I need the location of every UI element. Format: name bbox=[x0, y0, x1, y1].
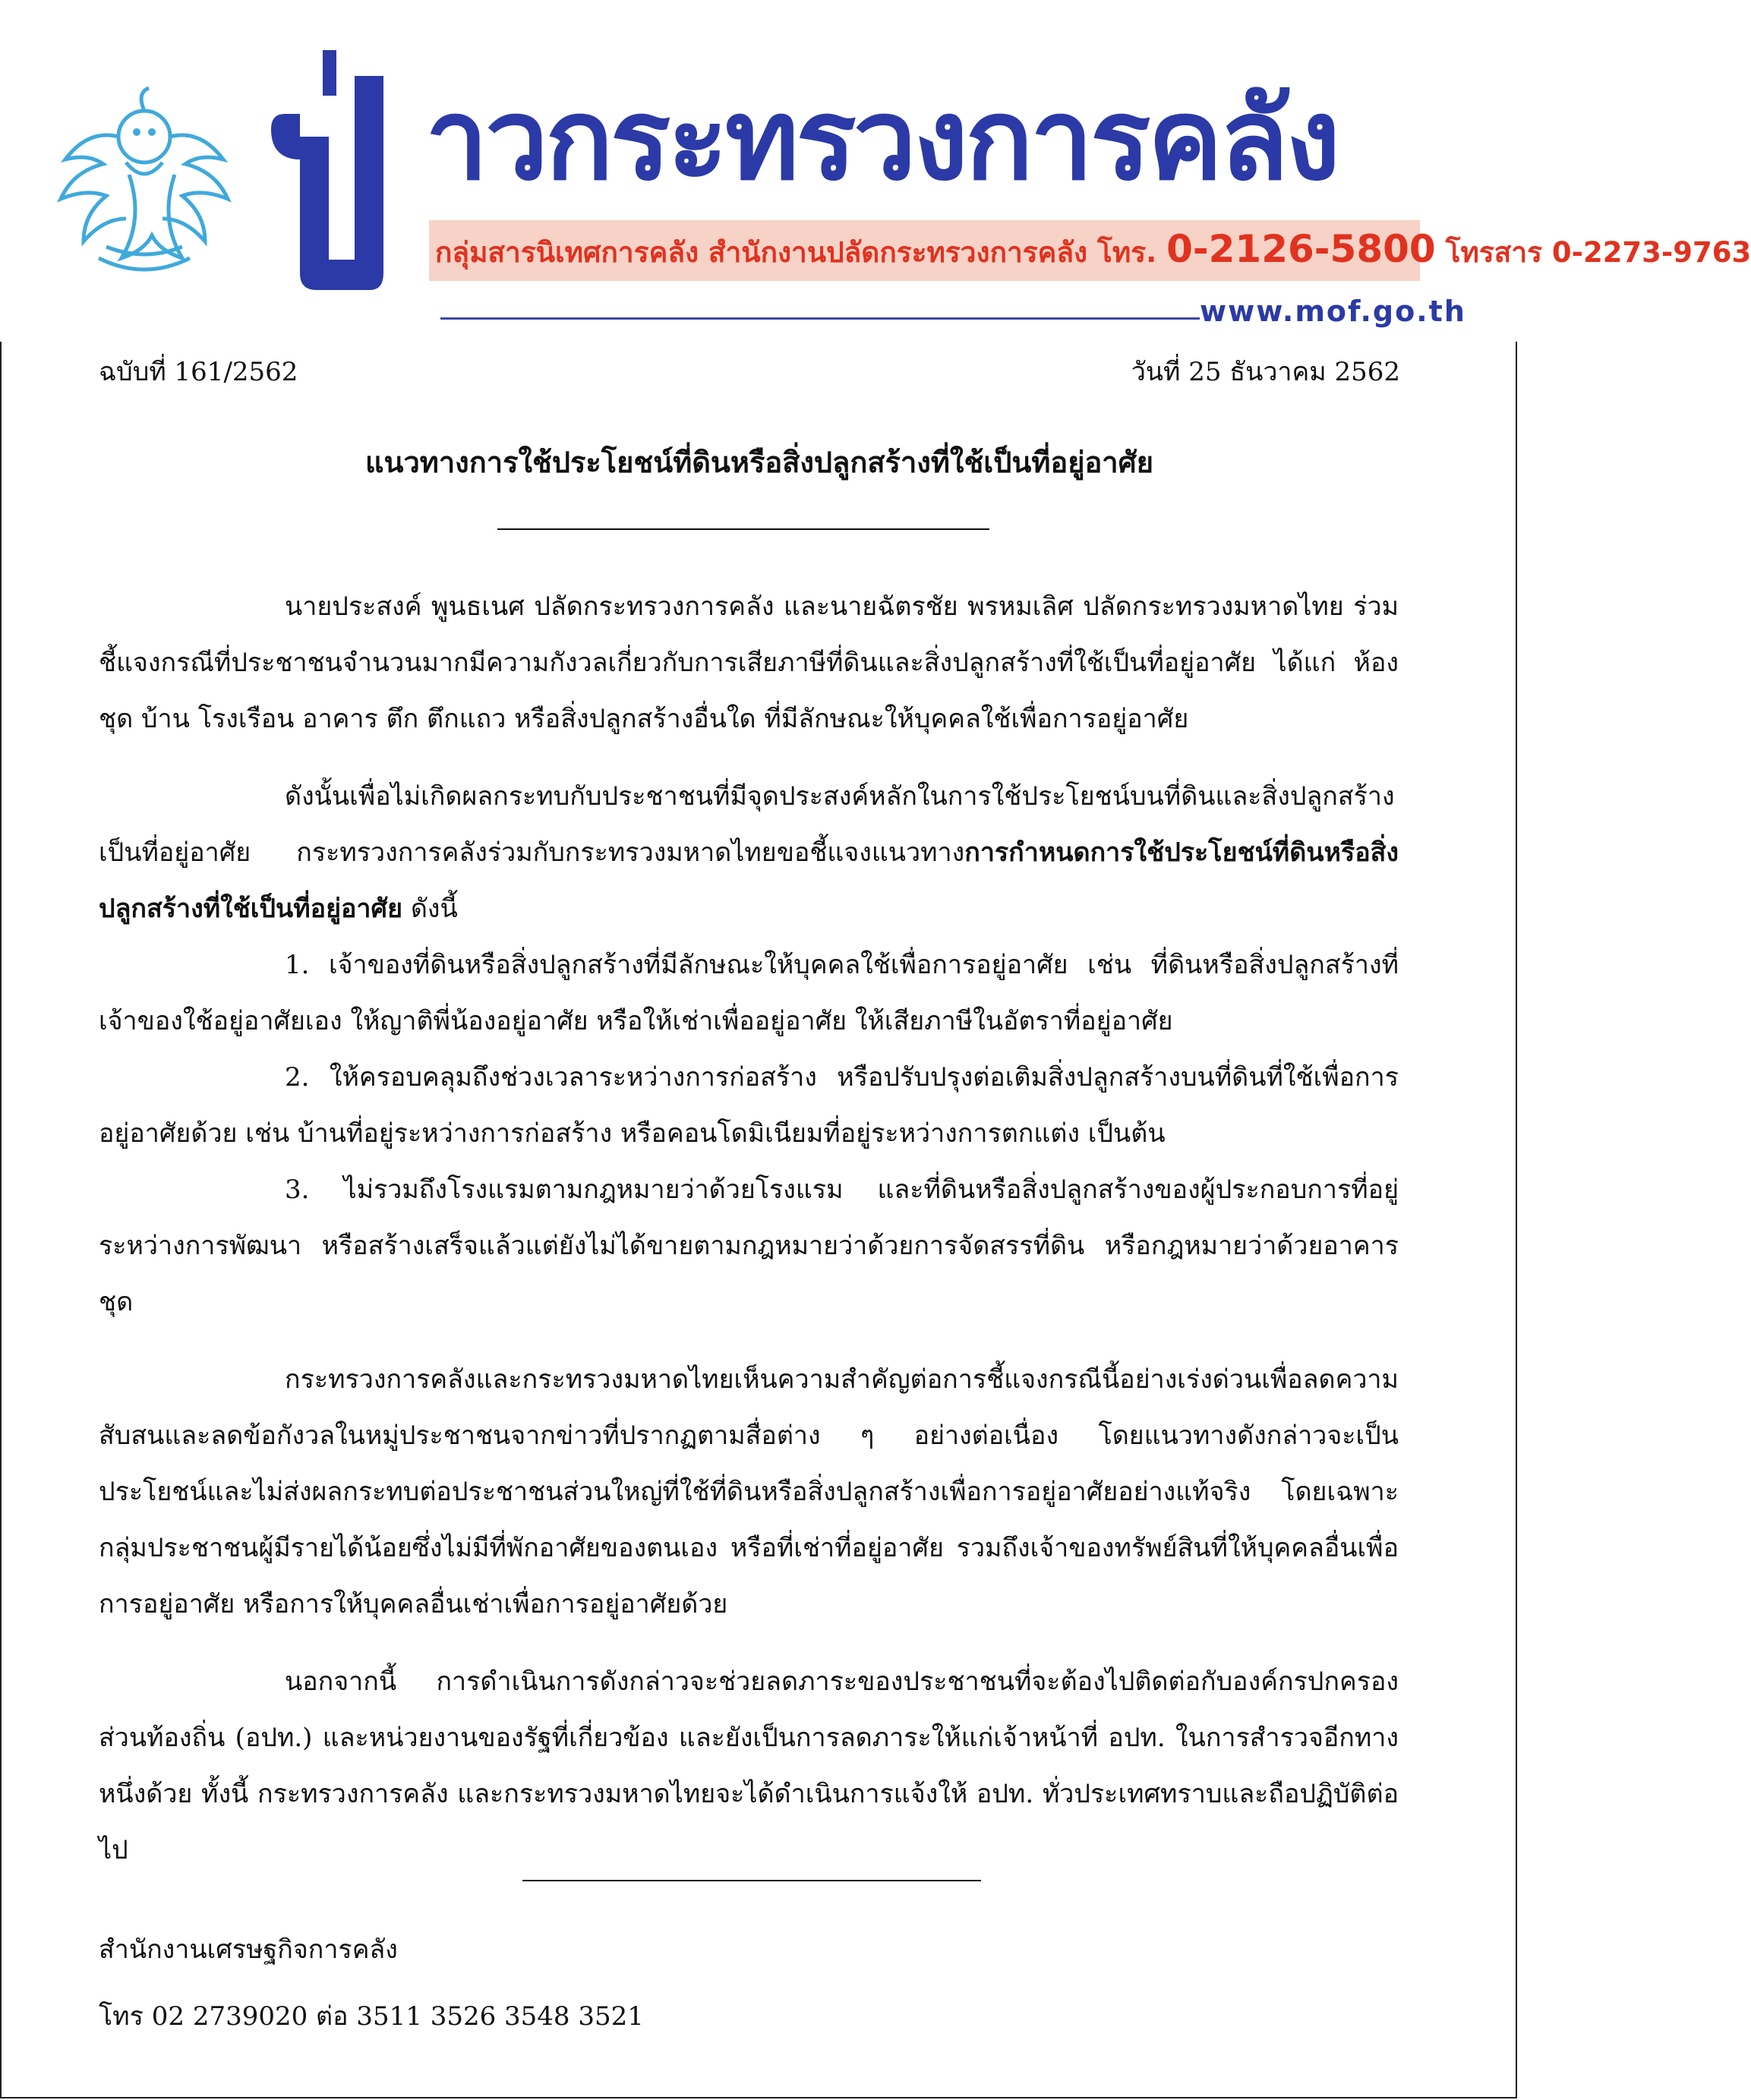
masthead-big-letter-graphic bbox=[270, 46, 391, 296]
paragraph-2-bold: การกำหนดการใช้ประโยชน์ที่ดินหรือสิ่งปลูกสร้างที่ใช้เป็นที่อยู่อาศัย bbox=[99, 837, 1399, 924]
contact-bar-text bbox=[429, 227, 1751, 275]
contact-org: กลุ่มสารนิเทศการคลัง สำนักงานปลัดกระทรวงการคลัง โทร. bbox=[435, 235, 1157, 269]
paragraph-3: กระทรวงการคลังและกระทรวงมหาดไทยเห็นความสำคัญต่อการชี้แจงกรณีนี้อย่างเร่งด่วนเพื่อลดความสับสนและลดข้อกังวลในหมู่ประชาชนจากข่าวที่ปรากฏตามสื่อต่าง ๆ อย่างต่อเนื่อง โดยแนวทางดังกล่าวจะเป็นประโยชน์และไม่ส่งผลกระทบต่อประชาชนส่วนใหญ่ที่ใช้ที่ดินหรือสิ่งปลูกสร้างเพื่อการอยู่อาศัยอย่างแท้จริง โดยเฉพาะกลุ่มประชาชนผู้มีรายได้น้อยซึ่งไม่มีที่พักอาศัยของตนเอง หรือที่เช่าที่อยู่อาศัย รวมถึงเจ้าของทรัพย์สินที่ให้บุคคลอื่นเพื่อการอยู่อาศัย หรือการให้บุคคลอื่นเช่าเพื่อการอยู่อาศัยด้วย bbox=[99, 1364, 1399, 1619]
garuda-emblem-icon bbox=[53, 84, 235, 281]
paragraph-2-end: ดังนี้ bbox=[402, 894, 458, 924]
issue-number: ฉบับที่ 161/2562 bbox=[99, 357, 298, 387]
header-divider bbox=[440, 317, 1200, 320]
list-item-3: 3. ไม่รวมถึงโรงแรมตามกฎหมายว่าด้วยโรงแรม และที่ดินหรือสิ่งปลูกสร้างของผู้ประกอบการที่อยู่ระหว่างการพัฒนา หรือสร้างเสร็จแล้วแต่ยังไม่ได้ขายตามกฎหมายว่าด้วยการจัดสรรที่ดิน หรือกฎหมายว่าด้วยอาคารชุด bbox=[99, 1175, 1399, 1317]
issue-date: วันที่ 25 ธันวาคม 2562 bbox=[1131, 357, 1400, 387]
paragraph-2 bbox=[99, 768, 1399, 937]
footer-organization: สำนักงานเศรษฐกิจการคลัง bbox=[99, 1934, 398, 1965]
paragraph-1: นายประสงค์ พูนธเนศ ปลัดกระทรวงการคลัง และนายฉัตรชัย พรหมเลิศ ปลัดกระทรวงมหาดไทย ร่วมชี้แจงกรณีที่ประชาชนจำนวนมากมีความกังวลเกี่ยวกับการเสียภาษีที่ดินและสิ่งปลูกสร้างที่ใช้เป็นที่อยู่อาศัย ได้แก่ ห้องชุด บ้าน โรงเรือน อาคาร ตึก ตึกแถว หรือสิ่งปลูกสร้างอื่นใด ที่มีลักษณะให้บุคคลใช้เพื่อการอยู่อาศัย bbox=[99, 591, 1399, 734]
masthead-title: าวกระทรวงการคลัง bbox=[425, 74, 1338, 205]
paragraph-4: นอกจากนี้ การดำเนินการดังกล่าวจะช่วยลดภาระของประชาชนที่จะต้องไปติดต่อกับองค์กรปกครองส่วนท้องถิ่น (อปท.) และหน่วยงานของรัฐที่เกี่ยวข้อง และยังเป็นการลดภาระให้แก่เจ้าหน้าที่ อปท. ในการสำรวจอีกทางหนึ่งด้วย ทั้งนี้ กระทรวงการคลัง และกระทรวงมหาดไทยจะได้ดำเนินการแจ้งให้ อปท. ทั่วประเทศทราบและถือปฏิบัติต่อไป bbox=[99, 1666, 1399, 1865]
website-link[interactable]: www.mof.go.th bbox=[1200, 295, 1466, 328]
paragraph-2-start: ดังนั้นเพื่อไม่เกิดผลกระทบกับประชาชนที่มีจุดประสงค์หลักในการใช้ประโยชน์บนที่ดินและสิ่งปลูกสร้างเป็นที่อยู่อาศัย กระทรวงการคลังร่วมกับกระทรวงมหาดไทยขอชี้แจงแนวทาง bbox=[99, 781, 1395, 868]
list-item-1: 1. เจ้าของที่ดินหรือสิ่งปลูกสร้างที่มีลักษณะให้บุคคลใช้เพื่อการอยู่อาศัย เช่น ที่ดินหรือสิ่งปลูกสร้างที่เจ้าของใช้อยู่อาศัยเอง ให้ญาติพี่น้องอยู่อาศัย หรือให้เช่าเพื่ออยู่อาศัย ให้เสียภาษีในอัตราที่อยู่อาศัย bbox=[99, 950, 1399, 1036]
closing-divider bbox=[522, 1880, 981, 1881]
document-body bbox=[99, 579, 1399, 1878]
footer-telephone: โทร 02 2739020 ต่อ 3511 3526 3548 3521 bbox=[99, 2001, 644, 2032]
contact-fax: โทรสาร 0-2273-9763 bbox=[1445, 235, 1751, 269]
contact-phone: 0-2126-5800 bbox=[1166, 226, 1436, 271]
masthead bbox=[0, 0, 1751, 342]
contact-bar bbox=[429, 220, 1751, 281]
list-item-2: 2. ให้ครอบคลุมถึงช่วงเวลาระหว่างการก่อสร้าง หรือปรับปรุงต่อเติมสิ่งปลูกสร้างบนที่ดินที่ใช้เพื่อการอยู่อาศัยด้วย เช่น บ้านที่อยู่ระหว่างการก่อสร้าง หรือคอนโดมิเนียมที่อยู่ระหว่างการตกแต่ง เป็นต้น bbox=[99, 1062, 1399, 1149]
document-title: แนวทางการใช้ประโยชน์ที่ดินหรือสิ่งปลูกสร้างที่ใช้เป็นที่อยู่อาศัย bbox=[364, 445, 1154, 479]
title-underline bbox=[497, 528, 989, 530]
